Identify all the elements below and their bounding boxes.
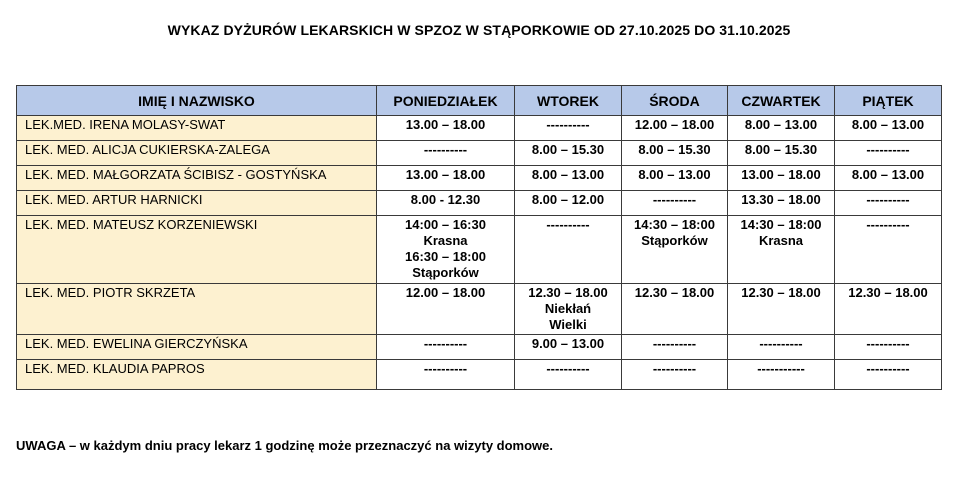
wednesday-hours: 8.00 – 13.00 [622, 166, 728, 191]
header-thursday: CZWARTEK [728, 86, 835, 116]
wednesday-hours: ---------- [622, 360, 728, 390]
wednesday-hours: 12.30 – 18.00 [622, 284, 728, 335]
table-row [17, 335, 942, 360]
table-row [17, 360, 942, 390]
monday-hours: 13.00 – 18.00 [377, 166, 515, 191]
header-monday: PONIEDZIAŁEK [377, 86, 515, 116]
table-row [17, 116, 942, 141]
friday-hours: 8.00 – 13.00 [835, 116, 942, 141]
doctor-name: LEK. MED. ALICJA CUKIERSKA-ZALEGA [17, 141, 377, 166]
friday-hours: 12.30 – 18.00 [835, 284, 942, 335]
monday-hours: ---------- [377, 360, 515, 390]
doctor-name: LEK. MED. EWELINA GIERCZYŃSKA [17, 335, 377, 360]
monday-hours: ---------- [377, 335, 515, 360]
doctor-name: LEK. MED. ARTUR HARNICKI [17, 191, 377, 216]
tuesday-hours: 8.00 – 12.00 [515, 191, 622, 216]
tuesday-hours: 9.00 – 13.00 [515, 335, 622, 360]
doctor-name: LEK.MED. IRENA MOLASY-SWAT [17, 116, 377, 141]
thursday-hours: 13.30 – 18.00 [728, 191, 835, 216]
thursday-hours: 8.00 – 15.30 [728, 141, 835, 166]
tuesday-hours: 12.30 – 18.00 Niekłań Wielki [515, 284, 622, 335]
table-row [17, 284, 942, 335]
header-wednesday: ŚRODA [622, 86, 728, 116]
tuesday-hours: ---------- [515, 116, 622, 141]
friday-hours: ---------- [835, 216, 942, 284]
duty-schedule-table [16, 85, 942, 390]
thursday-hours: ----------- [728, 360, 835, 390]
doctor-name: LEK. MED. MAŁGORZATA ŚCIBISZ - GOSTYŃSKA [17, 166, 377, 191]
tuesday-hours: 8.00 – 15.30 [515, 141, 622, 166]
header-friday: PIĄTEK [835, 86, 942, 116]
thursday-hours: 14:30 – 18:00 Krasna [728, 216, 835, 284]
thursday-hours: 12.30 – 18.00 [728, 284, 835, 335]
wednesday-hours: 8.00 – 15.30 [622, 141, 728, 166]
table-row [17, 166, 942, 191]
table-row [17, 191, 942, 216]
monday-hours: 8.00 - 12.30 [377, 191, 515, 216]
wednesday-hours: ---------- [622, 335, 728, 360]
tuesday-hours: ---------- [515, 360, 622, 390]
friday-hours: ---------- [835, 141, 942, 166]
header-name: IMIĘ I NAZWISKO [17, 86, 377, 116]
header-tuesday: WTOREK [515, 86, 622, 116]
thursday-hours: 13.00 – 18.00 [728, 166, 835, 191]
table-row [17, 141, 942, 166]
tuesday-hours: ---------- [515, 216, 622, 284]
monday-hours: 13.00 – 18.00 [377, 116, 515, 141]
wednesday-hours: 12.00 – 18.00 [622, 116, 728, 141]
thursday-hours: ---------- [728, 335, 835, 360]
table-header-row [17, 86, 942, 116]
thursday-hours: 8.00 – 13.00 [728, 116, 835, 141]
friday-hours: ---------- [835, 360, 942, 390]
monday-hours: ---------- [377, 141, 515, 166]
tuesday-hours: 8.00 – 13.00 [515, 166, 622, 191]
note-text: UWAGA – w każdym dniu pracy lekarz 1 godzinę może przeznaczyć na wizyty domowe. [16, 438, 553, 453]
wednesday-hours: ---------- [622, 191, 728, 216]
friday-hours: 8.00 – 13.00 [835, 166, 942, 191]
monday-hours: 12.00 – 18.00 [377, 284, 515, 335]
doctor-name: LEK. MED. KLAUDIA PAPROS [17, 360, 377, 390]
doctor-name: LEK. MED. MATEUSZ KORZENIEWSKI [17, 216, 377, 284]
doctor-name: LEK. MED. PIOTR SKRZETA [17, 284, 377, 335]
friday-hours: ---------- [835, 335, 942, 360]
wednesday-hours: 14:30 – 18:00 Stąporków [622, 216, 728, 284]
friday-hours: ---------- [835, 191, 942, 216]
document-title: WYKAZ DYŻURÓW LEKARSKICH W SPZOZ W STĄPORKOWIE OD 27.10.2025 DO 31.10.2025 [167, 22, 791, 38]
table-row [17, 216, 942, 284]
monday-hours: 14:00 – 16:30 Krasna 16:30 – 18:00 Stąporków [377, 216, 515, 284]
